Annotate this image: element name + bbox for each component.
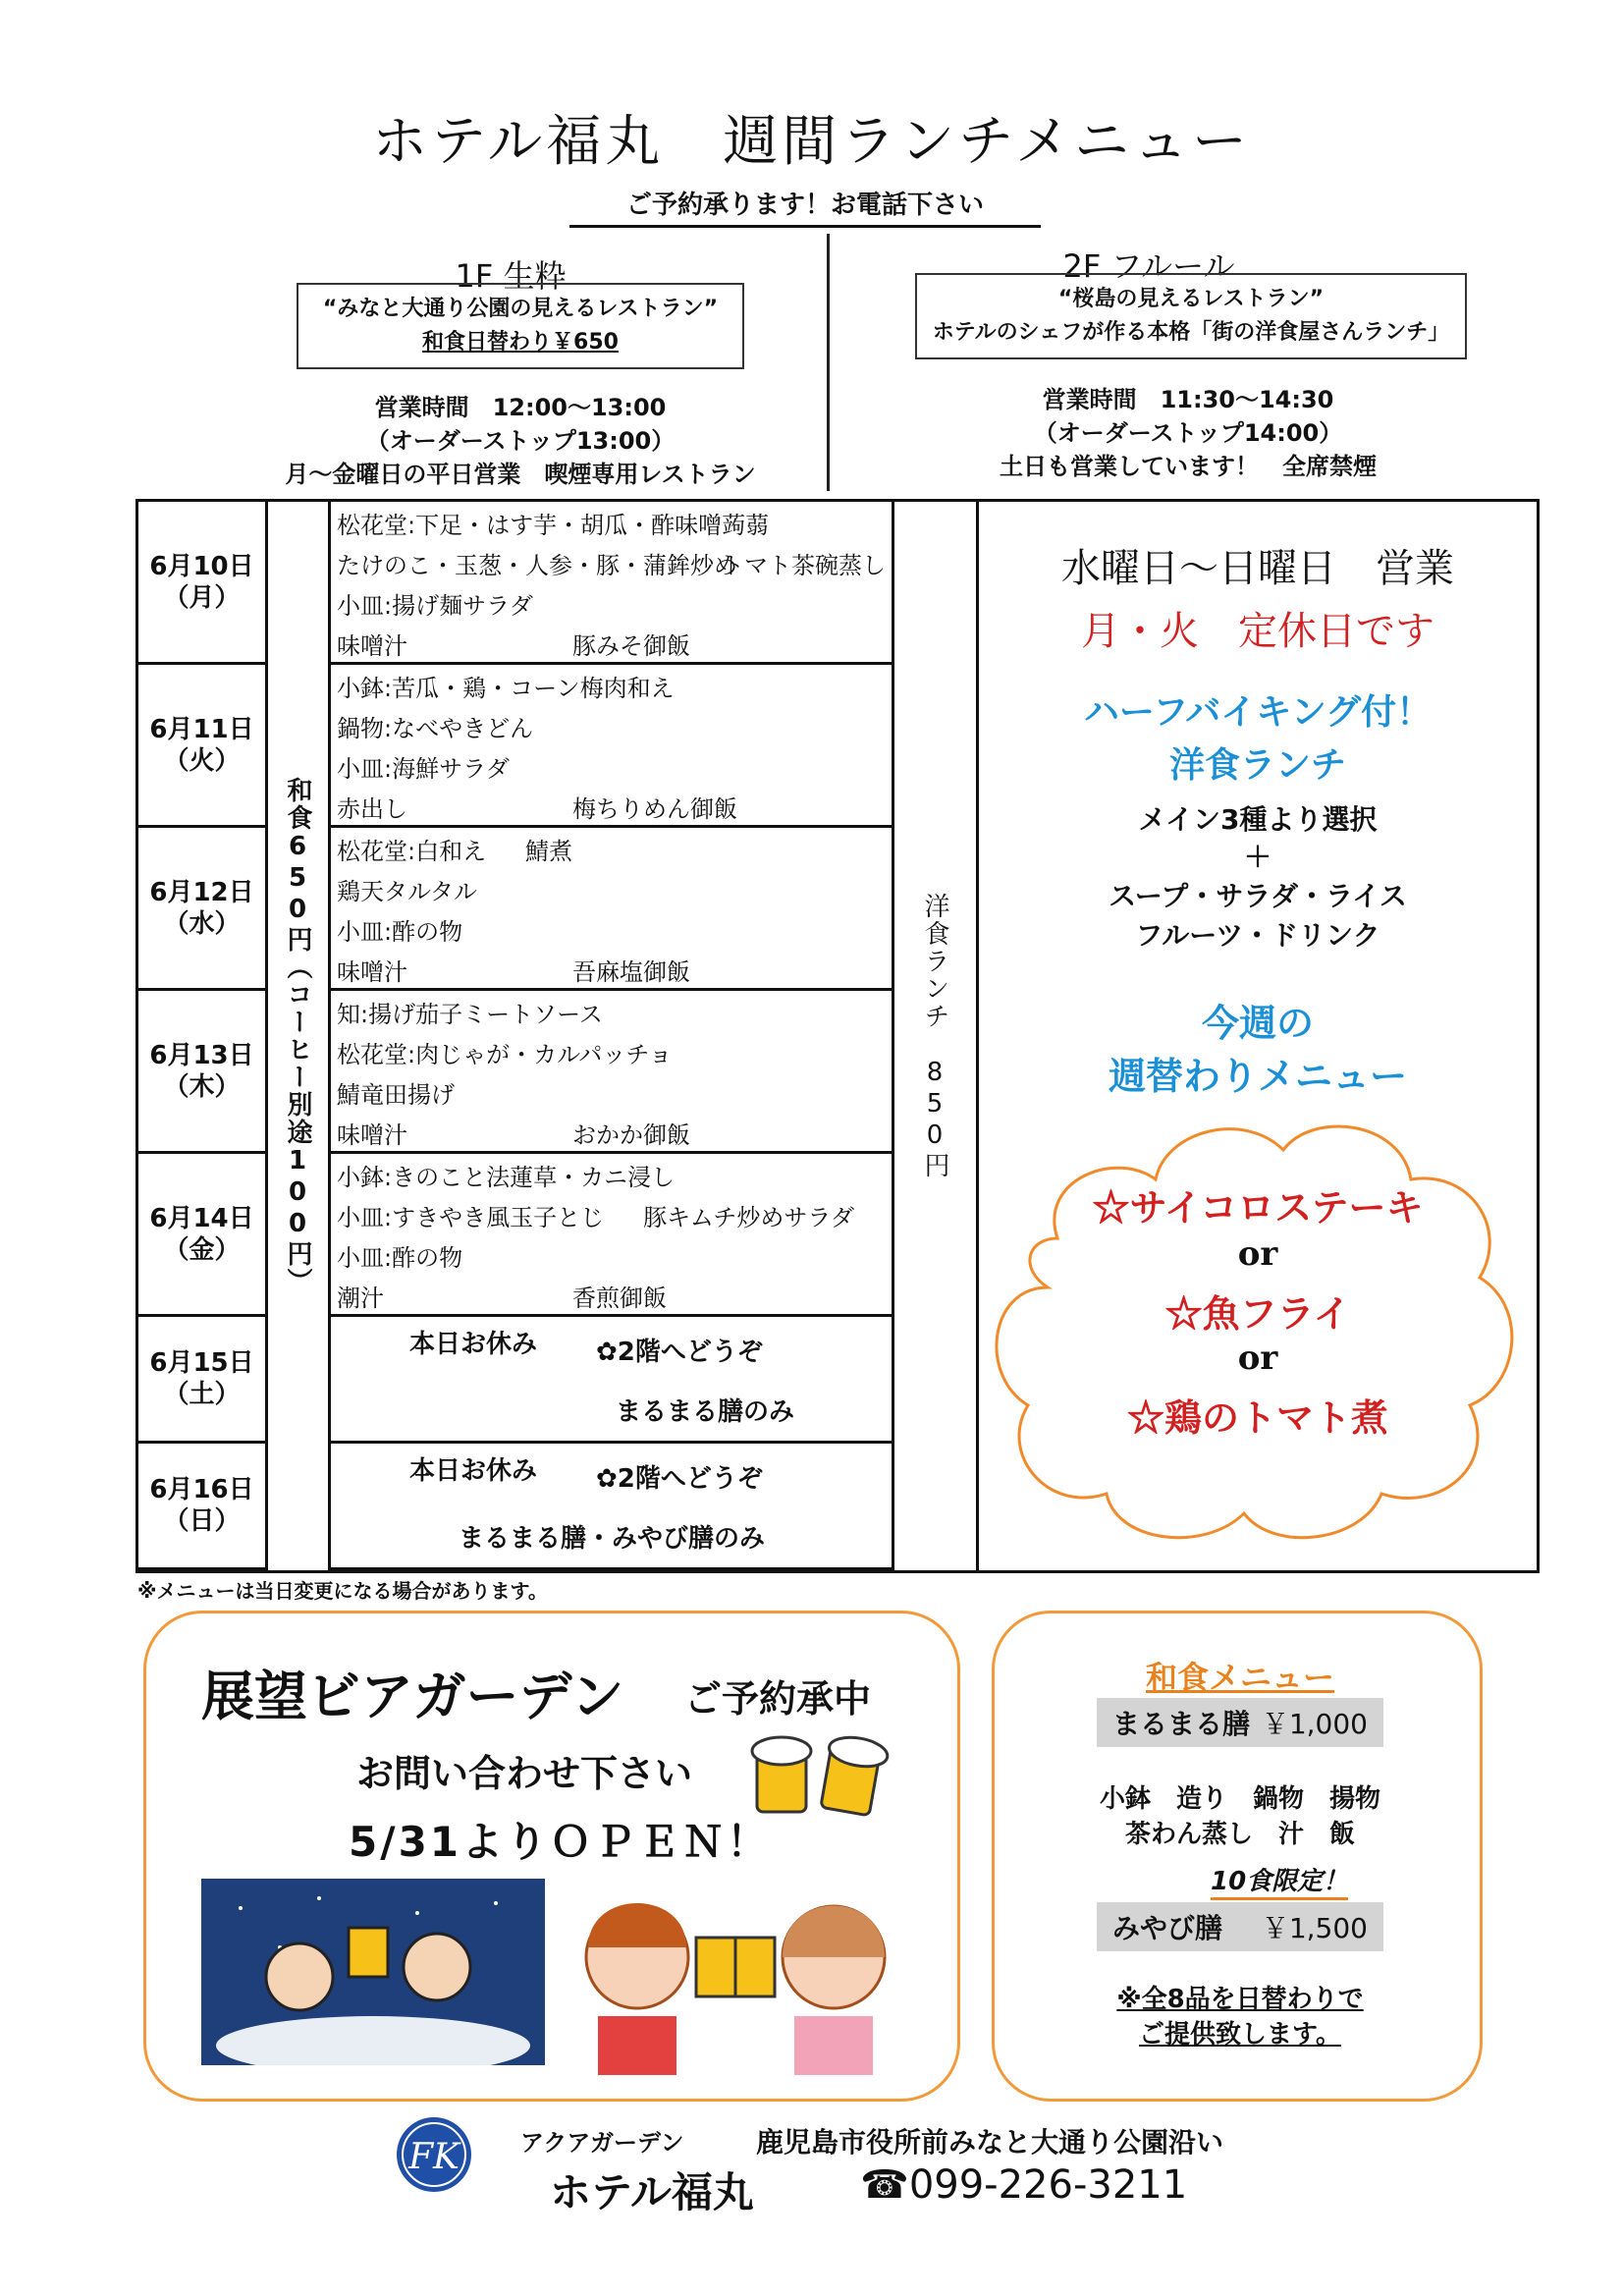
menu-item-line bbox=[337, 872, 886, 912]
menu-item-line bbox=[337, 506, 886, 546]
restaurant-2f-tagline: “桜島の見えるレストラン” bbox=[1057, 287, 1325, 311]
menu-item: 鶏天タルタル bbox=[337, 878, 478, 905]
date-cell bbox=[138, 991, 268, 1154]
page-title: ホテル福丸 週間ランチメニュー bbox=[372, 110, 1251, 174]
restaurant-2f-notes: 土日も営業しています！ 全席禁煙 bbox=[1000, 453, 1377, 480]
restaurant-2f-tagline-box bbox=[915, 273, 1467, 359]
main-choice: メイン3種より選択 bbox=[1138, 803, 1378, 836]
weekday-label: （木） bbox=[163, 1071, 241, 1102]
date-label: 6月14日 bbox=[149, 1203, 254, 1233]
menu-item: 味噌汁 bbox=[337, 1121, 407, 1149]
date-label: 6月10日 bbox=[149, 551, 254, 581]
menu-item-line bbox=[337, 1238, 886, 1279]
restaurant-2f-hours: 営業時間 11:30～14:30 bbox=[1042, 386, 1334, 413]
beer-garden-title: 展望ビアガーデン bbox=[201, 1666, 624, 1727]
date-label: 6月12日 bbox=[149, 877, 254, 907]
menu-item: 味噌汁 bbox=[337, 958, 407, 986]
footer-hotel-name: ホテル福丸 bbox=[550, 2168, 754, 2216]
menu-item: 鍋物:なべやきどん bbox=[337, 715, 534, 742]
menu-item: 潮汁 bbox=[337, 1285, 384, 1312]
daily-note-1: ※全8品を日替わりで bbox=[1116, 1985, 1364, 2014]
menu-cell bbox=[331, 828, 894, 991]
restaurant-1f-notes: 月～金曜日の平日営業 喫煙専用レストラン bbox=[285, 461, 756, 488]
beer-garden-open: 5/31よりＯＰＥＮ！ bbox=[349, 1818, 772, 1866]
weekly-menu-table bbox=[135, 499, 1540, 1573]
date-cell bbox=[138, 502, 268, 665]
restaurant-2f-last-order: （オーダーストップ14:00） bbox=[1033, 419, 1343, 447]
available-sets-label: まるまる膳・みやび膳のみ bbox=[459, 1524, 766, 1554]
miyabi-set-price: ￥1,500 bbox=[1261, 1912, 1368, 1944]
available-sets-label: まるまる膳のみ bbox=[616, 1397, 795, 1427]
menu-item-line bbox=[337, 790, 886, 830]
menu-cell bbox=[331, 1444, 894, 1570]
menu-item: 小鉢:きのこと法蓮草・カニ浸し bbox=[337, 1164, 676, 1191]
marumaru-set-row bbox=[1097, 1698, 1383, 1747]
weekly-option-3: ☆鶏のトマト煮 bbox=[1126, 1395, 1388, 1440]
toasting-women-illustration bbox=[559, 1869, 912, 2075]
menu-item: 小皿:酢の物 bbox=[337, 918, 463, 946]
menu-item-line bbox=[337, 995, 886, 1035]
weekday-label: （月） bbox=[163, 582, 241, 613]
weekly-option-1: ☆サイコロステーキ bbox=[1092, 1185, 1424, 1230]
miyabi-set-row bbox=[1097, 1902, 1383, 1951]
menu-item-secondary: 吾麻塩御飯 bbox=[572, 958, 690, 986]
restaurant-1f-name: 1F 生粋 bbox=[455, 257, 567, 295]
menu-item-secondary: 豚キムチ炒めサラダ bbox=[643, 1204, 855, 1231]
menu-item-secondary: 豚みそ御飯 bbox=[572, 632, 690, 660]
closed-label: 本日お休み bbox=[409, 1330, 538, 1359]
menu-item: 鯖竜田揚げ bbox=[337, 1081, 455, 1109]
beer-mugs-icon bbox=[745, 1712, 893, 1830]
menu-item-line bbox=[337, 1198, 886, 1238]
menu-item-line bbox=[337, 953, 886, 993]
menu-cell bbox=[331, 991, 894, 1154]
restaurant-1f-hours-block bbox=[236, 391, 805, 491]
date-cell bbox=[138, 1444, 268, 1570]
washoku-price-label: 和食650円（コーヒー別途100円） bbox=[283, 777, 312, 1295]
page-subtitle: ご予約承ります！お電話下さい bbox=[569, 185, 1041, 228]
menu-item-line bbox=[337, 627, 886, 667]
menu-item: 小皿:海鮮サラダ bbox=[337, 755, 510, 783]
menu-item: 松花堂:白和え bbox=[337, 838, 487, 865]
date-cell bbox=[138, 828, 268, 991]
restaurant-2f-desc: ホテルのシェフが作る本格「街の洋食屋さんランチ」 bbox=[932, 320, 1450, 345]
menu-item: 小鉢:苦瓜・鶏・コーン梅肉和え bbox=[337, 675, 675, 702]
menu-item: たけのこ・玉葱・人参・豚・蒲鉾炒め bbox=[337, 552, 737, 579]
menu-cell bbox=[331, 1317, 894, 1444]
weekday-label: （日） bbox=[163, 1506, 241, 1536]
restaurant-1f-tagline-box bbox=[297, 283, 744, 369]
weekly-heading-1: 今週の bbox=[1201, 1002, 1314, 1045]
header-divider bbox=[827, 234, 830, 491]
yoshoku-price-label: 洋食ランチ 850円 bbox=[920, 893, 949, 1179]
weekday-label: （水） bbox=[163, 908, 241, 939]
menu-item-secondary: 香煎御飯 bbox=[572, 1285, 667, 1312]
sides-line-1: スープ・サラダ・ライス bbox=[1109, 880, 1407, 912]
beer-garden-inquiry: お問い合わせ下さい bbox=[356, 1752, 693, 1795]
marumaru-set-name: まるまる膳 bbox=[1112, 1708, 1251, 1740]
menu-item: 小皿:酢の物 bbox=[337, 1244, 463, 1272]
footer-phone: ☎099-226-3211 bbox=[860, 2162, 1188, 2208]
menu-item-line bbox=[337, 749, 886, 790]
date-label: 6月11日 bbox=[149, 714, 254, 744]
washoku-price-column bbox=[268, 502, 331, 1570]
restaurant-1f-price: 和食日替わり￥650 bbox=[422, 330, 619, 355]
half-buffet: ハーフバイキング付！ bbox=[1083, 692, 1433, 733]
date-cell bbox=[138, 665, 268, 828]
weekday-label: （金） bbox=[163, 1234, 241, 1265]
menu-item-line bbox=[337, 1075, 886, 1116]
menu-item-line bbox=[337, 1158, 886, 1198]
menu-item-line bbox=[337, 709, 886, 749]
menu-item-line bbox=[337, 1116, 886, 1156]
menu-item-line bbox=[337, 1279, 886, 1319]
plus-sign: ＋ bbox=[1243, 841, 1271, 873]
menu-item: 小皿:揚げ麺サラダ bbox=[337, 592, 533, 620]
beer-garden-reserve: ご予約承中 bbox=[684, 1677, 872, 1721]
menu-item-line bbox=[337, 912, 886, 953]
or-2: or bbox=[1237, 1339, 1278, 1378]
menu-item: 知:揚げ茄子ミートソース bbox=[337, 1001, 603, 1028]
menu-item-line bbox=[337, 546, 886, 586]
menu-item-secondary: 梅ちりめん御飯 bbox=[572, 795, 737, 823]
redirect-label: ✿2階へどうぞ bbox=[596, 1464, 763, 1494]
menu-item-secondary: トマト茶碗蒸し bbox=[721, 552, 886, 579]
date-label: 6月13日 bbox=[149, 1040, 254, 1070]
weekday-label: （火） bbox=[163, 745, 241, 776]
menu-item: 松花堂:下足・はす芋・胡瓜・酢味噌蒟蒻 bbox=[337, 512, 770, 539]
menu-item-secondary: 鯖煮 bbox=[525, 838, 573, 865]
daily-note-2: ご提供致します。 bbox=[1139, 2020, 1341, 2050]
weekly-option-2: ☆魚フライ bbox=[1164, 1291, 1351, 1336]
menu-item-line bbox=[337, 1035, 886, 1075]
svg-text:FK: FK bbox=[408, 2137, 460, 2177]
marumaru-set-price: ￥1,000 bbox=[1261, 1708, 1368, 1740]
washoku-menu-box bbox=[992, 1611, 1483, 2102]
weekday-label: （土） bbox=[163, 1380, 241, 1409]
menu-cell bbox=[331, 1154, 894, 1317]
menu-cell bbox=[331, 665, 894, 828]
hotel-logo bbox=[393, 2113, 475, 2196]
redirect-label: ✿2階へどうぞ bbox=[596, 1338, 763, 1367]
menu-item-line bbox=[337, 669, 886, 709]
menu-item: 赤出し bbox=[337, 795, 407, 823]
restaurant-1f-hours: 営業時間 12:00～13:00 bbox=[374, 394, 667, 421]
closed-label: 本日お休み bbox=[409, 1456, 538, 1486]
miyabi-set-name: みやび膳 bbox=[1112, 1912, 1223, 1944]
footer-address: 鹿児島市役所前みなと大通り公園沿い bbox=[756, 2126, 1224, 2159]
menu-cell bbox=[331, 502, 894, 665]
open-days: 水曜日～日曜日 営業 bbox=[1061, 546, 1454, 591]
date-label: 6月15日 bbox=[149, 1348, 254, 1378]
date-cell bbox=[138, 1317, 268, 1444]
restaurant-1f-tagline: “みなと大通り公園の見えるレストラン” bbox=[322, 297, 719, 321]
menu-item: 小皿:すきやき風玉子とじ bbox=[337, 1204, 605, 1231]
yoshoku-price-column bbox=[894, 502, 979, 1570]
marumaru-items-1: 小鉢 造り 鍋物 揚物 bbox=[1099, 1784, 1380, 1814]
weekly-heading-2: 週替わりメニュー bbox=[1108, 1055, 1407, 1098]
limited-badge: 10食限定！ bbox=[1211, 1861, 1348, 1900]
date-label: 6月16日 bbox=[149, 1475, 254, 1504]
menu-item-secondary: おかか御飯 bbox=[572, 1121, 690, 1149]
beer-garden-night-illustration bbox=[201, 1879, 545, 2065]
menu-item: 味噌汁 bbox=[337, 632, 407, 660]
menu-item: 松花堂:肉じゃが・カルパッチョ bbox=[337, 1041, 673, 1068]
restaurant-2f-name: 2F フルール bbox=[1062, 247, 1235, 285]
beer-garden-box bbox=[143, 1611, 960, 2102]
footer-sub-name: アクアガーデン bbox=[520, 2129, 684, 2157]
yoshoku-lunch: 洋食ランチ bbox=[1168, 745, 1346, 786]
restaurant-2f-hours-block bbox=[923, 383, 1453, 483]
or-1: or bbox=[1237, 1234, 1278, 1274]
restaurant-1f-last-order: （オーダーストップ13:00） bbox=[365, 427, 676, 455]
date-cell bbox=[138, 1154, 268, 1317]
washoku-menu-heading: 和食メニュー bbox=[1145, 1659, 1334, 1696]
marumaru-items-2: 茶わん蒸し 汁 飯 bbox=[1124, 1820, 1355, 1849]
menu-item-line bbox=[337, 586, 886, 627]
sides-line-2: フルーツ・ドリンク bbox=[1135, 919, 1380, 952]
menu-change-note: ※メニューは当日変更になる場合があります。 bbox=[137, 1579, 548, 1603]
yoshoku-panel bbox=[979, 502, 1537, 1570]
menu-item-line bbox=[337, 832, 886, 872]
closed-days: 月・火 定休日です bbox=[1081, 609, 1434, 654]
